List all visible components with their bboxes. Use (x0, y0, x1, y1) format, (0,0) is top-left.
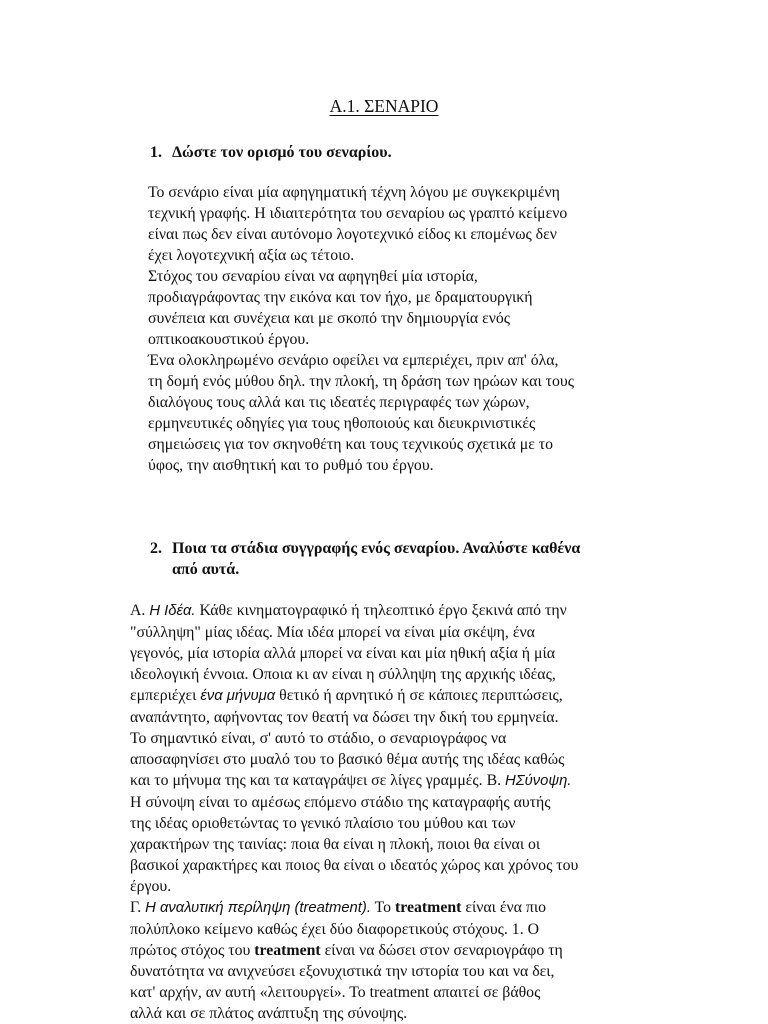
heading-idea: Η Ιδέα. (149, 603, 196, 619)
text-run: εμπεριέχει (130, 687, 201, 704)
question-1-number: 1. (150, 144, 162, 161)
answer-1-paragraph (148, 182, 574, 476)
answer-1-line: Στόχος του σεναρίου είναι να αφηγηθεί μία ιστορία, (148, 268, 478, 285)
text-run: Α. (130, 602, 150, 619)
text-run: θετικό ή αρνητικό ή σε κάποιες περιπτώσεις, (275, 687, 563, 704)
question-2-number: 2. (150, 540, 162, 557)
text-run: και το μήνυμα της και τα καταγράψει σε λίγες γραμμές. Β. (130, 772, 506, 789)
text-run: είναι να δώσει στον σεναριογράφο τη (320, 942, 563, 959)
answer-1-line: τη δομή ενός μύθου δηλ. την πλοκή, τη δράση των ηρώων και τους (148, 373, 574, 390)
answer-2-line: κατ' αρχήν, αν αυτή «λειτουργεί». Το treatment απαιτεί σε βάθος (130, 984, 541, 1001)
answer-2-line (130, 940, 578, 961)
answer-1-line: σημειώσεις για τον σκηνοθέτη και τους τεχνικούς σχετικά με το (148, 436, 554, 453)
answer-2-line: της ιδέας οριοθετώντας το γενικό πλαίσιο του μύθου και των (130, 815, 516, 832)
answer-1-line: Ένα ολοκληρωμένο σενάριο οφείλει να εμπεριέχει, πριν απ' όλα, (148, 352, 559, 369)
question-2 (150, 538, 580, 580)
heading-synopsis: ΗΣύνοψη. (505, 773, 572, 789)
answer-1-line: Το σενάριο είναι μία αφηγηματική τέχνη λόγου με συγκεκριμένη (148, 184, 560, 201)
text-run: πρώτος στόχος του (130, 942, 255, 959)
term-treatment: treatment (254, 942, 321, 959)
answer-2-line (130, 897, 578, 919)
answer-2-line (130, 770, 578, 792)
question-1-text: Δώστε τον ορισμό του σεναρίου. (172, 144, 392, 161)
question-2-line-1: Ποια τα στάδια συγγραφής ενός σεναρίου. Αναλύστε καθένα (172, 540, 581, 557)
answer-2-line: βασικοί χαρακτήρες και ποιος θα είναι ο ιδεατός χώρος και χρόνος του (130, 857, 579, 874)
answer-1-line: προδιαγράφοντας την εικόνα και τον ήχο, με δραματουργική (148, 289, 533, 306)
answer-2-line: δυνατότητα να ανιχνεύσει εξονυχιστικά την ιστορία του και να δει, (130, 963, 555, 980)
answer-1-line: είναι πως δεν είναι αυτόνομο λογοτεχνικό είδος κι επομένως δεν (148, 226, 557, 243)
text-run: Γ. (130, 899, 146, 916)
answer-2-line: Το σημαντικό είναι, σ' αυτό το στάδιο, ο σεναριογράφος να (130, 730, 507, 747)
answer-2-paragraph (130, 600, 578, 1024)
answer-1-line: τεχνική γραφής. Η ιδιαιτερότητα του σεναρίου ως γραπτό κείμενο (148, 205, 568, 222)
answer-2-line: γεγονός, μία ιστορία αλλά μπορεί να είναι και μία ηθική αξία ή μία (130, 645, 555, 662)
answer-2-line: αποσαφηνίσει στο μυαλό του το βασικό θέμα αυτής της ιδέας καθώς (130, 751, 565, 768)
question-1 (150, 142, 392, 163)
heading-treatment: Η αναλυτική περίληψη (treatment). (145, 900, 371, 916)
answer-1-line: ύφος, την αισθητική και το ρυθμό του έργου. (148, 457, 434, 474)
answer-2-line (130, 600, 578, 622)
answer-2-line: Η σύνοψη είναι το αμέσως επόμενο στάδιο της καταγραφής αυτής (130, 794, 551, 811)
question-2-line-2: από αυτά. (172, 561, 240, 578)
text-run: Το (370, 899, 396, 916)
answer-2-line: "σύλληψη" μίας ιδέας. Μία ιδέα μπορεί να είναι μία σκέψη, ένα (130, 624, 535, 641)
page-title: Α.1. ΣΕΝΑΡΙΟ (329, 96, 439, 116)
answer-1-line: έχει λογοτεχνική αξία ως τέτοιο. (148, 247, 355, 264)
answer-1-line: συνέπεια και συνέχεια και με σκοπό την δημιουργία ενός (148, 310, 511, 327)
answer-2-line: έργου. (130, 878, 172, 895)
term-treatment: treatment (395, 899, 462, 916)
answer-1-line: ερμηνευτικές οδηγίες για τους ηθοποιούς και διευκρινιστικές (148, 415, 536, 432)
answer-2-line (130, 685, 578, 707)
answer-1-line: οπτικοακουστικού έργου. (148, 331, 310, 348)
answer-2-line: ιδεολογική έννοια. Οποια κι αν είναι η σύλληψη της αρχικής ιδέας, (130, 666, 556, 683)
answer-2-line: αλλά και σε πλάτος ανάπτυξη της σύνοψης. (130, 1005, 408, 1022)
answer-2-line: πολύπλοκο κείμενο καθώς έχει δύο διαφορετικούς στόχους. 1. Ο (130, 921, 539, 938)
text-run: Κάθε κινηματογραφικό ή τηλεοπτικό έργο ξεκινά από την (195, 602, 567, 619)
emphasis-message: ένα μήνυμα (200, 688, 276, 704)
answer-1-line: διαλόγους τους αλλά και τις ιδεατές περιγραφές των χώρων, (148, 394, 530, 411)
text-run: είναι ένα πιο (461, 899, 546, 916)
answer-2-line: χαρακτήρων της ταινίας: ποια θα είναι η πλοκή, ποιοι θα είναι οι (130, 836, 541, 853)
answer-2-line: αναπάντητο, αφήνοντας τον θεατή να δώσει την δική του ερμηνεία. (130, 709, 559, 726)
